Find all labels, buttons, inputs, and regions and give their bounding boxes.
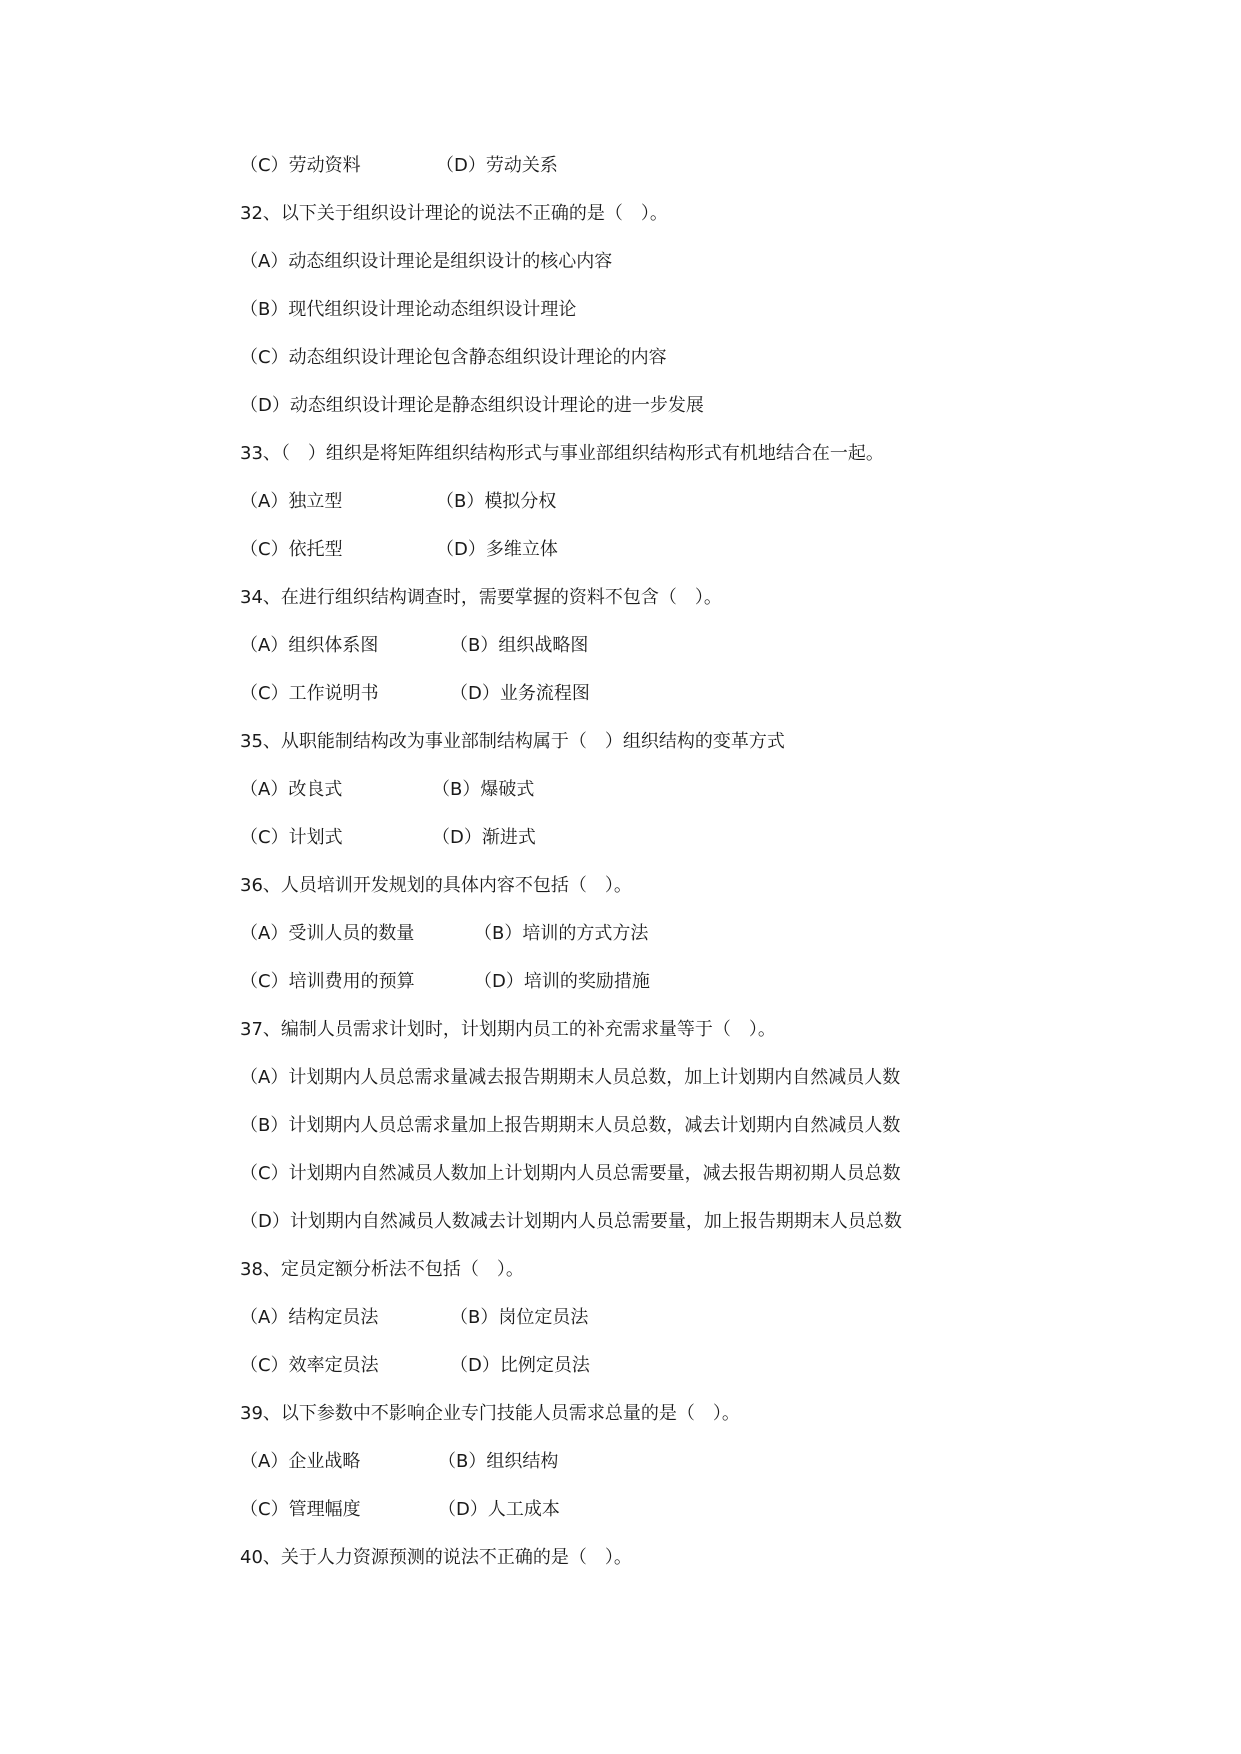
option-a: （A）组织体系图 bbox=[240, 635, 379, 656]
question-33: 33、（ ）组织是将矩阵组织结构形式与事业部组织结构形式有机地结合在一起。 bbox=[240, 443, 884, 464]
option-b: （B）培训的方式方法 bbox=[474, 923, 649, 944]
question-39: 39、以下参数中不影响企业专门技能人员需求总量的是（ ）。 bbox=[240, 1403, 740, 1424]
question-38: 38、定员定额分析法不包括（ ）。 bbox=[240, 1259, 524, 1280]
option-a: （A）独立型 bbox=[240, 491, 343, 512]
question-34: 34、在进行组织结构调查时，需要掌握的资料不包含（ ）。 bbox=[240, 587, 722, 608]
option-b: （B）现代组织设计理论动态组织设计理论 bbox=[240, 299, 577, 320]
option-b: （B）岗位定员法 bbox=[450, 1307, 589, 1328]
question-35: 35、从职能制结构改为事业部制结构属于（ ）组织结构的变革方式 bbox=[240, 731, 785, 752]
option-c: （C）效率定员法 bbox=[240, 1355, 379, 1376]
option-d: （D）多维立体 bbox=[436, 539, 558, 560]
option-b: （B）模拟分权 bbox=[436, 491, 557, 512]
question-32: 32、以下关于组织设计理论的说法不正确的是（ ）。 bbox=[240, 203, 668, 224]
option-a: （A）动态组织设计理论是组织设计的核心内容 bbox=[240, 251, 613, 272]
question-36: 36、人员培训开发规划的具体内容不包括（ ）。 bbox=[240, 875, 632, 896]
option-c: （C）培训费用的预算 bbox=[240, 971, 415, 992]
option-c: （C）计划期内自然减员人数加上计划期内人员总需要量，减去报告期初期人员总数 bbox=[240, 1163, 901, 1184]
option-b: （B）组织结构 bbox=[438, 1451, 559, 1472]
option-a: （A）结构定员法 bbox=[240, 1307, 379, 1328]
option-b: （B）组织战略图 bbox=[450, 635, 589, 656]
option-d: （D）劳动关系 bbox=[436, 155, 558, 176]
option-b: （B）爆破式 bbox=[432, 779, 535, 800]
question-40: 40、关于人力资源预测的说法不正确的是（ ）。 bbox=[240, 1547, 632, 1568]
option-d: （D）渐进式 bbox=[432, 827, 536, 848]
option-b: （B）计划期内人员总需求量加上报告期期末人员总数，减去计划期内自然减员人数 bbox=[240, 1115, 901, 1136]
option-c: （C）动态组织设计理论包含静态组织设计理论的内容 bbox=[240, 347, 667, 368]
option-d: （D）动态组织设计理论是静态组织设计理论的进一步发展 bbox=[240, 395, 704, 416]
question-37: 37、编制人员需求计划时，计划期内员工的补充需求量等于（ ）。 bbox=[240, 1019, 776, 1040]
option-c: （C）工作说明书 bbox=[240, 683, 379, 704]
option-c: （C）依托型 bbox=[240, 539, 343, 560]
option-a: （A）企业战略 bbox=[240, 1451, 361, 1472]
option-c: （C）劳动资料 bbox=[240, 155, 361, 176]
option-c: （C）计划式 bbox=[240, 827, 343, 848]
option-d: （D）人工成本 bbox=[438, 1499, 560, 1520]
option-d: （D）比例定员法 bbox=[450, 1355, 590, 1376]
option-d: （D）业务流程图 bbox=[450, 683, 590, 704]
option-a: （A）受训人员的数量 bbox=[240, 923, 415, 944]
option-d: （D）培训的奖励措施 bbox=[474, 971, 650, 992]
option-d: （D）计划期内自然减员人数减去计划期内人员总需要量，加上报告期期末人员总数 bbox=[240, 1211, 902, 1232]
option-c: （C）管理幅度 bbox=[240, 1499, 361, 1520]
option-a: （A）计划期内人员总需求量减去报告期期末人员总数，加上计划期内自然减员人数 bbox=[240, 1067, 901, 1088]
option-a: （A）改良式 bbox=[240, 779, 343, 800]
